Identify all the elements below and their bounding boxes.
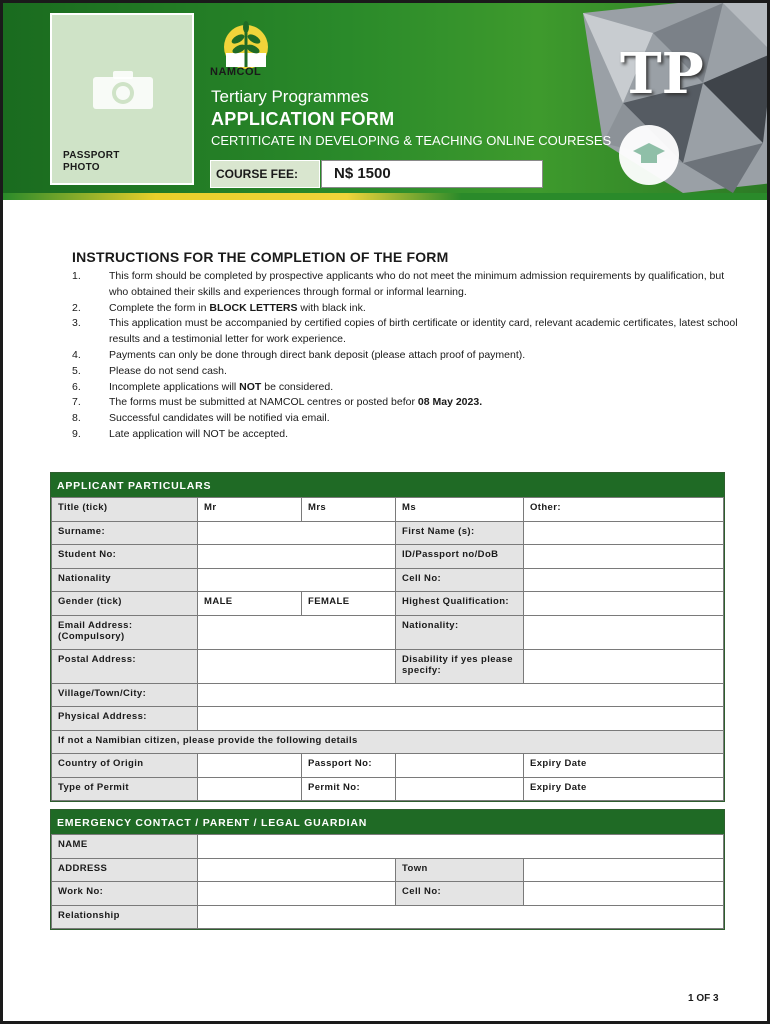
postal-address-field[interactable] (198, 649, 396, 683)
cell-no-field[interactable] (524, 568, 724, 592)
emergency-cell-no-field[interactable] (524, 882, 724, 906)
form-title: APPLICATION FORM (211, 109, 395, 129)
title-option-ms[interactable]: Ms (396, 498, 524, 522)
instruction-number: 5. (72, 364, 81, 377)
permit-no-field[interactable] (396, 777, 524, 801)
passport-photo-box[interactable] (50, 13, 194, 185)
surname-label: Surname: (52, 521, 198, 545)
instruction-number: 6. (72, 380, 81, 393)
emergency-table (51, 834, 724, 929)
first-name-field[interactable] (524, 521, 724, 545)
applicant-table (51, 497, 724, 801)
instruction-text: be considered. (261, 380, 334, 393)
instruction-number: 7. (72, 396, 81, 409)
instruction-item (72, 364, 742, 380)
postal-address-label: Postal Address: (52, 649, 198, 683)
title-option-other[interactable]: Other: (524, 498, 724, 522)
logo-text: NAMCOL (210, 66, 262, 78)
village-field[interactable] (198, 683, 724, 707)
permit-type-label: Type of Permit (52, 777, 198, 801)
table-row (52, 568, 724, 592)
table-row (52, 882, 724, 906)
emergency-town-label: Town (396, 858, 524, 882)
table-row (52, 498, 724, 522)
cell-no-label: Cell No: (396, 568, 524, 592)
instruction-number: 3. (72, 317, 81, 330)
tp-badge: TP (620, 41, 704, 107)
emergency-relationship-field[interactable] (198, 905, 724, 929)
disability-label: Disability if yes please specify: (396, 649, 524, 683)
table-row (52, 858, 724, 882)
gender-label: Gender (tick) (52, 592, 198, 616)
nationality-field[interactable] (198, 568, 396, 592)
instruction-item (72, 316, 742, 348)
instruction-text: Incomplete applications will (109, 380, 240, 393)
applicant-section-heading: APPLICANT PARTICULARS (51, 473, 724, 497)
instruction-item (72, 395, 742, 411)
non-namibian-note: If not a Namibian citizen, please provide the following details (52, 730, 724, 754)
table-row (52, 730, 724, 754)
emergency-contact-section (50, 809, 725, 930)
applicant-particulars-section (50, 472, 725, 802)
table-row (52, 649, 724, 683)
passport-expiry-label[interactable]: Expiry Date (524, 754, 724, 778)
instruction-item (72, 411, 742, 427)
instruction-text: This form should be completed by prospective applicants who do not meet the minimum admission requirements by qualification, but who obtained their skills and experiences through formal or informal learning. (109, 270, 725, 298)
emergency-cell-no-label: Cell No: (396, 882, 524, 906)
nationality-label: Nationality (52, 568, 198, 592)
header-banner (3, 3, 767, 200)
emergency-address-label: ADDRESS (52, 858, 198, 882)
instruction-text: This application must be accompanied by certified copies of birth certificate or identity card, relevant academic certificates, latest school results and a testimonial letter for work experience. (109, 317, 738, 346)
instruction-text: NOT (239, 380, 262, 393)
emergency-section-heading: EMERGENCY CONTACT / PARENT / LEGAL GUARDIAN (51, 810, 724, 834)
instruction-number: 2. (72, 301, 81, 314)
surname-field[interactable] (198, 521, 396, 545)
instruction-text: BLOCK LETTERS (209, 301, 298, 314)
course-title: CERTITICATE IN DEVELOPING & TEACHING ONLINE COURESES (211, 133, 612, 148)
title-option-mrs[interactable]: Mrs (302, 498, 396, 522)
physical-address-field[interactable] (198, 707, 724, 731)
emergency-name-field[interactable] (198, 835, 724, 859)
passport-no-label: Passport No: (302, 754, 396, 778)
nationality-2-field[interactable] (524, 615, 724, 649)
instruction-text: Please do not send cash. (109, 364, 227, 377)
instruction-number: 9. (72, 427, 81, 440)
instruction-number: 1. (72, 270, 81, 282)
table-row (52, 905, 724, 929)
passport-no-field[interactable] (396, 754, 524, 778)
email-field[interactable] (198, 615, 396, 649)
country-origin-field[interactable] (198, 754, 302, 778)
table-row (52, 683, 724, 707)
course-fee-label: COURSE FEE: (210, 160, 320, 188)
highest-qualification-label: Highest Qualification: (396, 592, 524, 616)
table-row (52, 592, 724, 616)
instruction-text: Late application will NOT be accepted. (109, 427, 288, 440)
instruction-text: Successful candidates will be notified via email. (109, 412, 330, 425)
instructions-title: INSTRUCTIONS FOR THE COMPLETION OF THE FORM (72, 249, 449, 265)
email-label: Email Address: (Compulsory) (52, 615, 198, 649)
instruction-text: Complete the form in (109, 301, 210, 314)
instructions-list (72, 269, 742, 443)
course-fee-value: N$ 1500 (321, 160, 543, 188)
instruction-text: with black ink. (297, 301, 366, 314)
title-option-mr[interactable]: Mr (198, 498, 302, 522)
instruction-number: 8. (72, 412, 81, 425)
title-label: Title (tick) (52, 498, 198, 522)
table-row (52, 521, 724, 545)
instruction-number: 4. (72, 348, 81, 361)
physical-address-label: Physical Address: (52, 707, 198, 731)
id-passport-field[interactable] (524, 545, 724, 569)
permit-type-field[interactable] (198, 777, 302, 801)
emergency-work-no-label: Work No: (52, 882, 198, 906)
table-row (52, 777, 724, 801)
student-no-label: Student No: (52, 545, 198, 569)
header-accent-stripe (3, 193, 767, 200)
table-row (52, 835, 724, 859)
nationality-2-label: Nationality: (396, 615, 524, 649)
table-row (52, 754, 724, 778)
first-name-label: First Name (s): (396, 521, 524, 545)
permit-no-label: Permit No: (302, 777, 396, 801)
programme-title: Tertiary Programmes (211, 87, 369, 106)
village-label: Village/Town/City: (52, 683, 198, 707)
instruction-item (72, 380, 742, 396)
instruction-item (72, 348, 742, 364)
student-no-field[interactable] (198, 545, 396, 569)
emergency-address-field[interactable] (198, 858, 396, 882)
disability-field[interactable] (524, 649, 724, 683)
instruction-item (72, 427, 742, 443)
gender-option-female[interactable]: FEMALE (302, 592, 396, 616)
emergency-name-label: NAME (52, 835, 198, 859)
emergency-town-field[interactable] (524, 858, 724, 882)
table-row (52, 615, 724, 649)
emergency-work-no-field[interactable] (198, 882, 396, 906)
id-passport-label: ID/Passport no/DoB (396, 545, 524, 569)
instruction-text: Payments can only be done through direct bank deposit (please attach proof of payment). (109, 348, 526, 361)
table-row (52, 545, 724, 569)
instruction-item (72, 269, 742, 301)
highest-qualification-field[interactable] (524, 592, 724, 616)
instruction-text: The forms must be submitted at NAMCOL centres or posted befor (109, 396, 418, 409)
instruction-text: 08 May 2023. (417, 396, 483, 409)
country-origin-label: Country of Origin (52, 754, 198, 778)
page-number: 1 OF 3 (688, 993, 719, 1004)
passport-photo-label: PASSPORT PHOTO (63, 150, 120, 173)
camera-icon (93, 71, 153, 109)
gender-option-male[interactable]: MALE (198, 592, 302, 616)
instruction-item (72, 301, 742, 317)
emergency-relationship-label: Relationship (52, 905, 198, 929)
permit-expiry-label[interactable]: Expiry Date (524, 777, 724, 801)
table-row (52, 707, 724, 731)
